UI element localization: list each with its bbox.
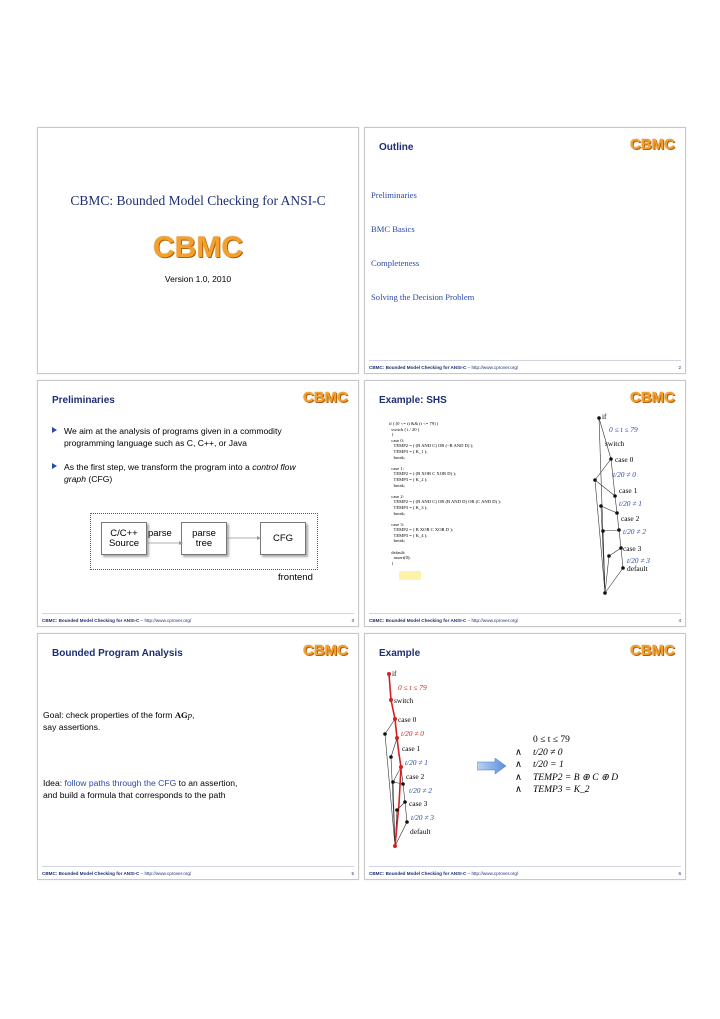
cfg-label-ne2: t/20 ≠ 2 [409,786,432,795]
goal-text [43,709,194,733]
goal-text-a: Goal: check properties of the form [43,710,175,720]
code-line: } [389,560,394,566]
slide-footer [369,618,681,623]
footer-title: CBMC: Bounded Model Checking for ANSI-C [369,365,467,370]
cbmc-logo: CBMC [303,642,348,659]
code-line: switch ( t / 20 ) [389,426,420,432]
box-parsetree-label: parse tree [192,527,216,549]
arrow-parse-label: parse [148,528,172,539]
footer-title: CBMC: Bounded Model Checking for ANSI-C [369,871,467,876]
formula-op: ∧ [515,760,522,771]
footer-line [42,866,354,867]
cbmc-logo: CBMC [630,389,675,406]
cfg-label-ne0: t/20 ≠ 0 [401,729,424,738]
page-number: 3 [351,618,354,623]
cfg-node [607,554,611,558]
formula-expr: TEMP3 = K_2 [533,785,590,796]
cfg-edge [405,802,407,822]
page-number: 5 [351,871,354,876]
idea-text [43,777,237,801]
idea-text-d: and build a formula that corresponds to the path [43,790,226,800]
goal-ag: AG [174,710,188,720]
cfg-node [403,800,407,804]
cfg-edge [609,548,621,556]
cbmc-logo: CBMC [630,642,675,659]
footer-url[interactable]: http://www.cprover.org/ [471,618,519,623]
slide1-version: Version 1.0, 2010 [164,274,232,284]
bullet-2-text-c: (CFG) [85,474,113,484]
code-line: break; [389,510,406,516]
formula-row [515,784,618,797]
slide2-title: Outline [379,142,414,153]
slide1-title: CBMC: Bounded Model Checking for ANSI-C [70,193,326,208]
bullet-1-text: We aim at the analysis of programs given in a commodity programming language such as C, C++, or Java [64,426,282,448]
cfg-label-ne0: t/20 ≠ 0 [613,470,636,479]
code-line: break; [389,454,406,460]
cfg-label-switch: switch [394,696,414,705]
cfg-path-node [393,717,397,721]
slide-example-shs[interactable] [364,380,686,627]
goal-p: p [187,710,193,720]
slide-title[interactable] [37,127,359,374]
slide5-title: Bounded Program Analysis [52,648,183,659]
code-line: TEMP3 = ( K_4 ); [389,532,428,538]
code-line: assert(0); [389,555,411,561]
code-line: TEMP3 = ( K_3 ); [389,504,428,510]
bullet-2-emph: control flow graph [64,462,296,484]
code-line: default: [389,549,406,555]
bullet-2-text-a: As the first step, we transform the program into a [64,462,253,472]
footer-sep: – [139,871,145,876]
code-line: case 0: [389,437,404,443]
code-line: TEMP3 = ( K_2 ); [389,476,428,482]
cfg-edge [595,480,615,496]
idea-link: follow paths through the CFG [64,778,177,788]
footer-url[interactable]: http://www.cprover.org/ [144,871,192,876]
diagram-arrows [38,381,358,626]
slide-footer [42,871,354,876]
formula-row [515,759,618,772]
cfg-label-ne3: t/20 ≠ 3 [411,813,434,822]
cfg-node [391,780,395,784]
formula-op: ∧ [515,747,522,758]
cfg-label-case3: case 3 [623,544,642,553]
formula-op: ∧ [515,772,522,783]
code-line: break; [389,538,406,544]
code-line: { [389,432,394,438]
cfg-edge [615,496,617,513]
frontend-label: frontend [278,572,313,583]
cfg-node [593,478,597,482]
outline-item-decision-problem[interactable]: Solving the Decision Problem [371,292,475,302]
cfg-edge [595,459,611,480]
formula-row [515,772,618,785]
slide-footer [369,871,681,876]
cfg-label-default: default [410,827,431,836]
code-line: case 2: [389,493,404,499]
footer-line [369,613,681,614]
cfg-path-node [387,672,391,676]
cfg-label-cond: 0 ≤ t ≤ 79 [398,683,427,692]
cfg-label-ne1: t/20 ≠ 1 [619,499,642,508]
code-line: if ( (0 <= t) && (t <= 79) ) [389,421,439,426]
cfg-node [609,457,613,461]
slide-footer [42,618,354,623]
cfg-label-case2: case 2 [406,772,425,781]
cfg-node [617,528,621,532]
footer-sep: – [466,618,472,623]
cfg-label-case0: case 0 [398,715,417,724]
slide-preliminaries[interactable] [37,380,359,627]
slide-footer [369,365,681,370]
cfg-edge [595,480,605,593]
cfg-label-ne2: t/20 ≠ 2 [623,527,646,536]
footer-url[interactable]: http://www.cprover.org/ [144,618,192,623]
cfg-node [621,566,625,570]
cfg-node [401,782,405,786]
cfg-path-node [393,844,397,848]
code-line: TEMP2 = ( (B AND C) OR (B AND D) OR (C AND D) ); [389,499,501,505]
outline-item-bmc-basics[interactable]: BMC Basics [371,224,415,234]
slide-bounded-analysis[interactable] [37,633,359,880]
path-formula [515,734,618,797]
cfg-node [613,494,617,498]
code-line: break; [389,482,406,488]
cfg-label-case3: case 3 [409,799,428,808]
page-number: 6 [678,871,681,876]
outline-item-preliminaries[interactable]: Preliminaries [371,190,417,200]
formula-expr: t/20 ≠ 0 [533,747,563,758]
cfg-edge [605,556,609,593]
cfg-label-case2: case 2 [621,514,640,523]
cbmc-logo: CBMC [153,231,243,264]
cfg-path-node [395,736,399,740]
code-line: case 1: [389,465,404,471]
cfg-label-if: if [392,669,397,678]
cfg-node [383,732,387,736]
box-cfg-label: CFG [272,533,294,544]
slide-example-path[interactable] [364,633,686,880]
right-arrow-icon [477,758,507,774]
goal-text-e: say assertions. [43,722,101,732]
cfg-node [405,820,409,824]
formula-expr: TEMP2 = B ⊕ C ⊕ D [533,772,619,783]
cfg-node [601,529,605,533]
cfg-edge [617,513,619,530]
code-line: TEMP2 = ( B XOR C XOR D ); [389,527,454,533]
cfg-node [599,504,603,508]
footer-line [369,866,681,867]
cbmc-logo: CBMC [630,136,675,153]
cfg-label-default: default [627,564,648,573]
slide-outline[interactable] [364,127,686,374]
footer-sep: – [466,365,472,370]
code-line: TEMP2 = ( (B AND C) OR (~B AND D) ); [389,443,474,449]
code-line: case 3: [389,521,404,527]
cfg-edge [403,784,405,802]
footer-title: CBMC: Bounded Model Checking for ANSI-C [369,618,467,623]
formula-row [515,734,618,747]
page-number: 2 [678,365,681,370]
footer-sep: – [466,871,472,876]
cfg-label-case1: case 1 [402,744,421,753]
cfg-path-node [389,698,393,702]
box-source-label: C/C++ Source [108,527,140,549]
slide3-title: Preliminaries [52,395,115,406]
cfg-node [615,511,619,515]
cfg-node [597,416,601,420]
cfg-label-switch: switch [605,439,625,448]
cfg-edge [601,506,617,513]
cfg-node [603,591,607,595]
formula-op: ∧ [515,785,522,796]
footer-title: CBMC: Bounded Model Checking for ANSI-C [42,871,140,876]
cfg-label-cond: 0 ≤ t ≤ 79 [609,425,638,434]
footer-title: CBMC: Bounded Model Checking for ANSI-C [42,618,140,623]
cfg-label-ne1: t/20 ≠ 1 [405,758,428,767]
cfg-edge [385,719,395,734]
cfg-edge [391,738,397,757]
outline-item-completeness[interactable]: Completeness [371,258,420,268]
idea-text-c: to an assertion, [176,778,238,788]
cfg-label-case1: case 1 [619,486,638,495]
cfg-edge [605,568,623,593]
code-line: TEMP2 = ( (B XOR C XOR D) ); [389,471,457,477]
footer-line [369,360,681,361]
arrow-head-1 [179,541,183,545]
formula-expr: t/20 = 1 [533,760,564,771]
cfg-node [389,755,393,759]
page-number: 4 [678,618,681,623]
slide4-title: Example: SHS [379,395,447,406]
cfg-edge [603,530,619,531]
slide6-title: Example [379,648,421,659]
cfg-edge [619,530,621,548]
code-line: TEMP3 = ( K_1 ); [389,448,428,454]
footer-url[interactable]: http://www.cprover.org/ [471,871,519,876]
cfg-label-case0: case 0 [615,455,634,464]
cfg-label-ne3: t/20 ≠ 3 [627,556,650,565]
idea-text-a: Idea: [43,778,65,788]
cbmc-logo: CBMC [303,389,348,406]
formula-row [515,747,618,760]
formula-expr: 0 ≤ t ≤ 79 [533,735,570,745]
cfg-node [395,808,399,812]
footer-url[interactable]: http://www.cprover.org/ [471,365,519,370]
footer-sep: – [139,618,145,623]
goal-comma: , [192,710,195,720]
footer-line [42,613,354,614]
arrow-head-2 [257,536,261,540]
cfg-path-node [399,765,403,769]
cfg-label-if: if [602,412,607,421]
